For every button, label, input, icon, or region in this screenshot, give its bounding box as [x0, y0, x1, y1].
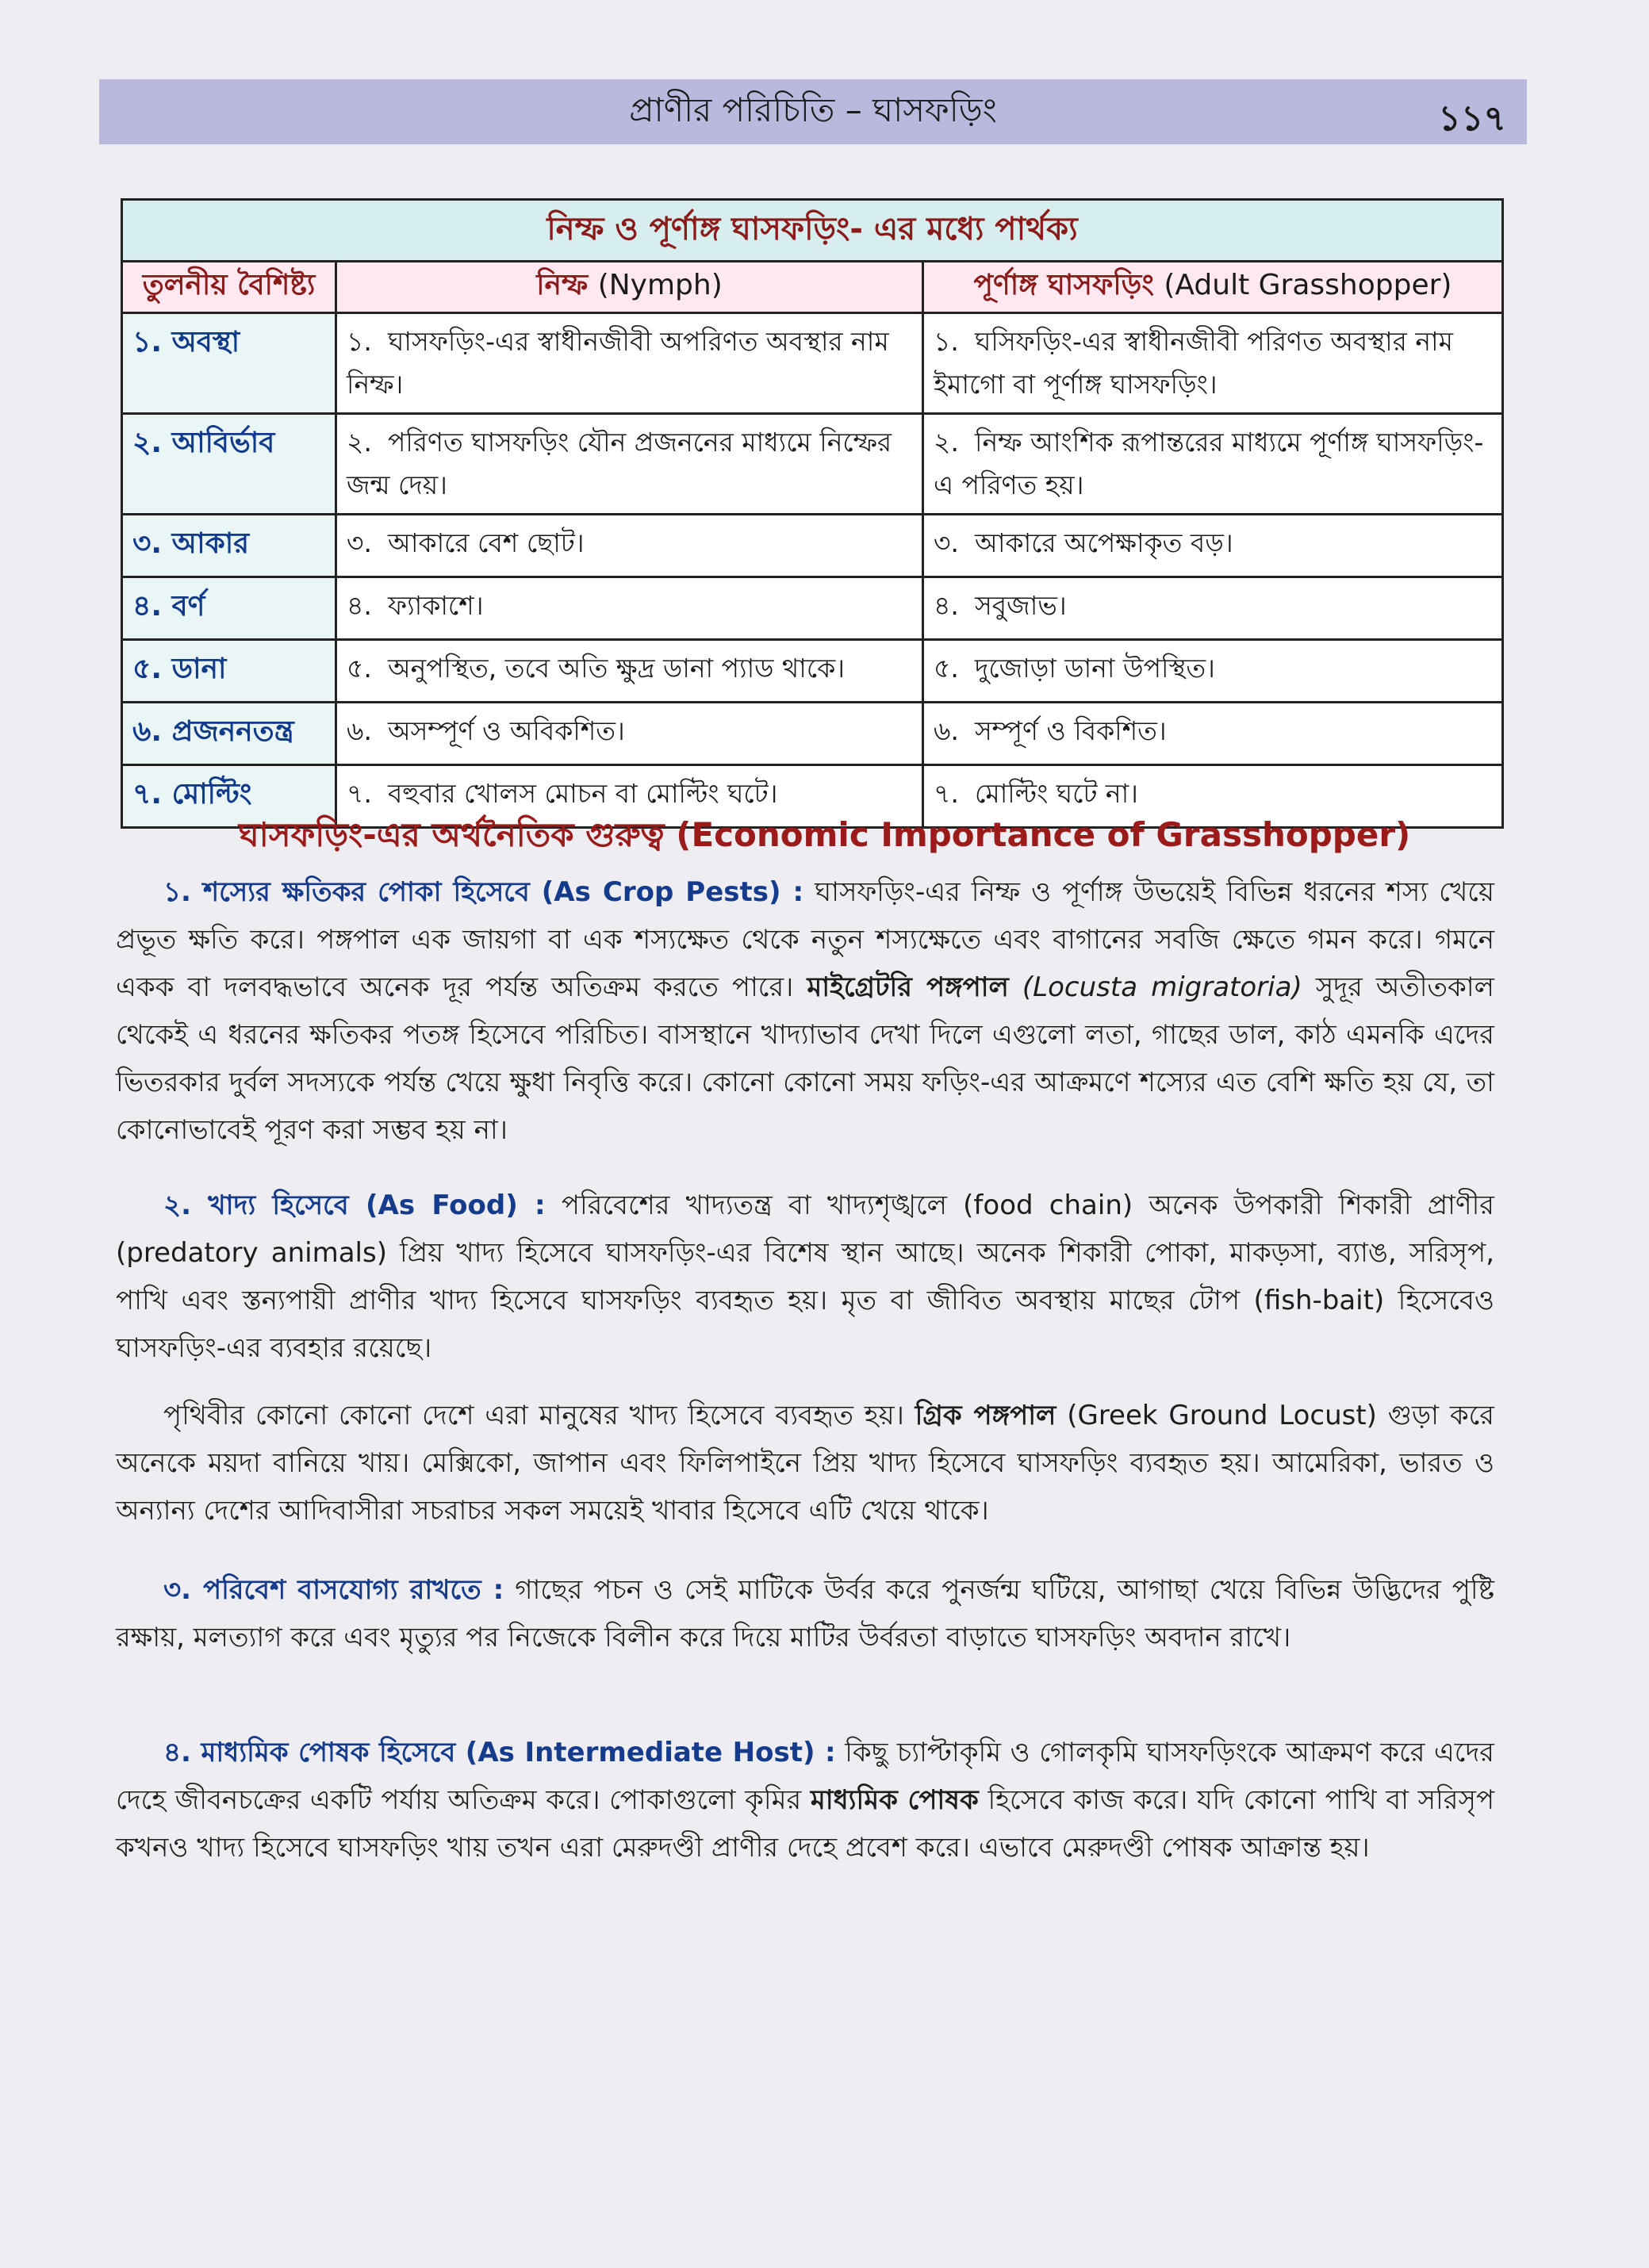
- row-feature: ৩. আকার: [122, 515, 336, 577]
- row-feature: ২. আবির্ভাব: [122, 414, 336, 515]
- row-feature: ১. অবস্থা: [122, 313, 336, 414]
- row-adult: ৫. দুজোড়া ডানা উপস্থিত।: [923, 640, 1503, 703]
- header-adult: পূর্ণাঙ্গ ঘাসফড়িং (Adult Grasshopper): [923, 262, 1503, 313]
- row-adult: ৪. সবুজাভ।: [923, 577, 1503, 640]
- row-adult: ৭. মোল্টিং ঘটে না।: [923, 765, 1503, 828]
- page-number: ১১৭: [1438, 98, 1506, 139]
- table-row: [122, 414, 1503, 515]
- header-nymph: নিম্ফ (Nymph): [336, 262, 923, 313]
- subheading-environment: ৩. পরিবেশ বাসযোগ্য রাখতে :: [163, 1574, 504, 1606]
- row-nymph: ১. ঘাসফড়িং-এর স্বাধীনজীবী অপরিণত অবস্থার নাম নিম্ফ।: [336, 313, 923, 414]
- table-row: [122, 577, 1503, 640]
- header-title: প্রাণীর পরিচিতি – ঘাসফড়িং: [629, 90, 997, 129]
- subheading-crop-pests: ১. শস্যের ক্ষতিকর পোকা হিসেবে (As Crop Pests) :: [163, 876, 804, 908]
- row-adult: ৩. আকারে অপেক্ষাকৃত বড়।: [923, 515, 1503, 577]
- table-row: [122, 515, 1503, 577]
- comparison-table: [121, 198, 1504, 829]
- row-nymph: ৪. ফ্যাকাশে।: [336, 577, 923, 640]
- table-row: [122, 703, 1503, 765]
- header-feature: তুলনীয় বৈশিষ্ট্য: [122, 262, 336, 313]
- paragraph-food: ২. খাদ্য হিসেবে (As Food) : পরিবেশের খাদ্যতন্ত্র বা খাদ্যশৃঙ্খলে (food chain) অনেক উপকারী শিকারী প্রাণীর (predatory animals) প্রিয় খাদ্য হিসেবে ঘাসফড়িং-এর বিশেষ স্থান আছে। অনেক শিকারী পোকা, মাকড়সা, ব্যাঙ, সরিসৃপ, পাখি এবং স্তন্যপায়ী প্রাণীর খাদ্য হিসেবে ঘাসফড়িং ব্যবহৃত হয়। মৃত বা জীবিত অবস্থায় মাছের টোপ (fish-bait) হিসেবেও ঘাসফড়িং-এর ব্যবহার রয়েছে।: [116, 1190, 1495, 1364]
- row-feature: ৭. মোল্টিং: [122, 765, 336, 828]
- table-row: [122, 313, 1503, 414]
- row-feature: ৬. প্রজননতন্ত্র: [122, 703, 336, 765]
- row-feature: ৫. ডানা: [122, 640, 336, 703]
- row-adult: ১. ঘসিফড়িং-এর স্বাধীনজীবী পরিণত অবস্থার নাম ইমাগো বা পূর্ণাঙ্গ ঘাসফড়িং।: [923, 313, 1503, 414]
- table-row: [122, 640, 1503, 703]
- table-caption: নিম্ফ ও পূর্ণাঙ্গ ঘাসফড়িং- এর মধ্যে পার্থক্য: [122, 200, 1503, 262]
- paragraph-human-food: পৃথিবীর কোনো কোনো দেশে এরা মানুষের খাদ্য হিসেবে ব্যবহৃত হয়। গ্রিক পঙ্গপাল (Greek Ground Locust) গুড়া করে অনেকে ময়দা বানিয়ে খায়। মেক্সিকো, জাপান এবং ফিলিপাইনে প্রিয় খাদ্য হিসেবে ঘাসফড়িং ব্যবহৃত হয়। আমেরিকা, ভারত ও অন্যান্য দেশের আদিবাসীরা সচরাচর সকল সময়েই খাবার হিসেবে এটি খেয়ে থাকে।: [116, 1400, 1494, 1527]
- row-nymph: ৭. বহুবার খোলস মোচন বা মোল্টিং ঘটে।: [336, 765, 923, 828]
- subheading-intermediate-host: ৪. মাধ্যমিক পোষক হিসেবে (As Intermediate Host) :: [163, 1737, 836, 1768]
- subheading-food: ২. খাদ্য হিসেবে (As Food) :: [163, 1190, 546, 1221]
- paragraph-environment: ৩. পরিবেশ বাসযোগ্য রাখতে : গাছের পচন ও সেই মাটিকে উর্বর করে পুনর্জন্ম ঘটিয়ে, আগাছা খেয়ে বিভিন্ন উদ্ভিদের পুষ্টি রক্ষায়, মলত্যাগ করে এবং মৃত্যুর পর নিজেকে বিলীন করে দিয়ে মাটির উর্বরতা বাড়াতে ঘাসফড়িং অবদান রাখে।: [116, 1574, 1494, 1653]
- row-nymph: ৫. অনুপস্থিত, তবে অতি ক্ষুদ্র ডানা প্যাড থাকে।: [336, 640, 923, 703]
- section-title: ঘাসফড়িং-এর অর্থনৈতিক গুরুত্ব (Economic Importance of Grasshopper): [238, 815, 1411, 854]
- page-header: [99, 79, 1527, 144]
- row-nymph: ৬. অসম্পূর্ণ ও অবিকশিত।: [336, 703, 923, 765]
- paragraph-crop-pests: ১. শস্যের ক্ষতিকর পোকা হিসেবে (As Crop Pests) : ঘাসফড়িং-এর নিম্ফ ও পূর্ণাঙ্গ উভয়েই বিভিন্ন ধরনের শস্য খেয়ে প্রভূত ক্ষতি করে। পঙ্গপাল এক জায়গা বা এক শস্যক্ষেত থেকে নতুন শস্যক্ষেতে এবং বাগানের সবজি ক্ষেতে গমন করে। গমনে একক বা দলবদ্ধভাবে অনেক দূর পর্যন্ত অতিক্রম করতে পারে। মাইগ্রেটরি পঙ্গপাল (Locusta migratoria) সুদূর অতীতকাল থেকেই এ ধরনের ক্ষতিকর পতঙ্গ হিসেবে পরিচিত। বাসস্থানে খাদ্যাভাব দেখা দিলে এগুলো লতা, গাছের ডাল, কাঠ এমনকি এদের ভিতরকার দুর্বল সদস্যকে পর্যন্ত খেয়ে ক্ষুধা নিবৃত্তি করে। কোনো কোনো সময় ফড়িং-এর আক্রমণে শস্যের এত বেশি ক্ষতি হয় যে, তা কোনোভাবেই পূরণ করা সম্ভব হয় না।: [116, 876, 1495, 1146]
- row-nymph: ৩. আকারে বেশ ছোট।: [336, 515, 923, 577]
- row-nymph: ২. পরিণত ঘাসফড়িং যৌন প্রজননের মাধ্যমে নিম্ফের জন্ম দেয়।: [336, 414, 923, 515]
- row-adult: ৬. সম্পূর্ণ ও বিকশিত।: [923, 703, 1503, 765]
- row-adult: ২. নিম্ফ আংশিক রূপান্তরের মাধ্যমে পূর্ণাঙ্গ ঘাসফড়িং-এ পরিণত হয়।: [923, 414, 1503, 515]
- paragraph-intermediate-host: ৪. মাধ্যমিক পোষক হিসেবে (As Intermediate Host) : কিছু চ্যাপ্টাকৃমি ও গোলকৃমি ঘাসফড়িংকে আক্রমণ করে এদের দেহে জীবনচক্রের একটি পর্যায় অতিক্রম করে। পোকাগুলো কৃমির মাধ্যমিক পোষক হিসেবে কাজ করে। যদি কোনো পাখি বা সরিসৃপ কখনও খাদ্য হিসেবে ঘাসফড়িং খায় তখন এরা মেরুদণ্ডী প্রাণীর দেহে প্রবেশ করে। এভাবে মেরুদণ্ডী পোষক আক্রান্ত হয়।: [116, 1737, 1495, 1864]
- row-feature: ৪. বর্ণ: [122, 577, 336, 640]
